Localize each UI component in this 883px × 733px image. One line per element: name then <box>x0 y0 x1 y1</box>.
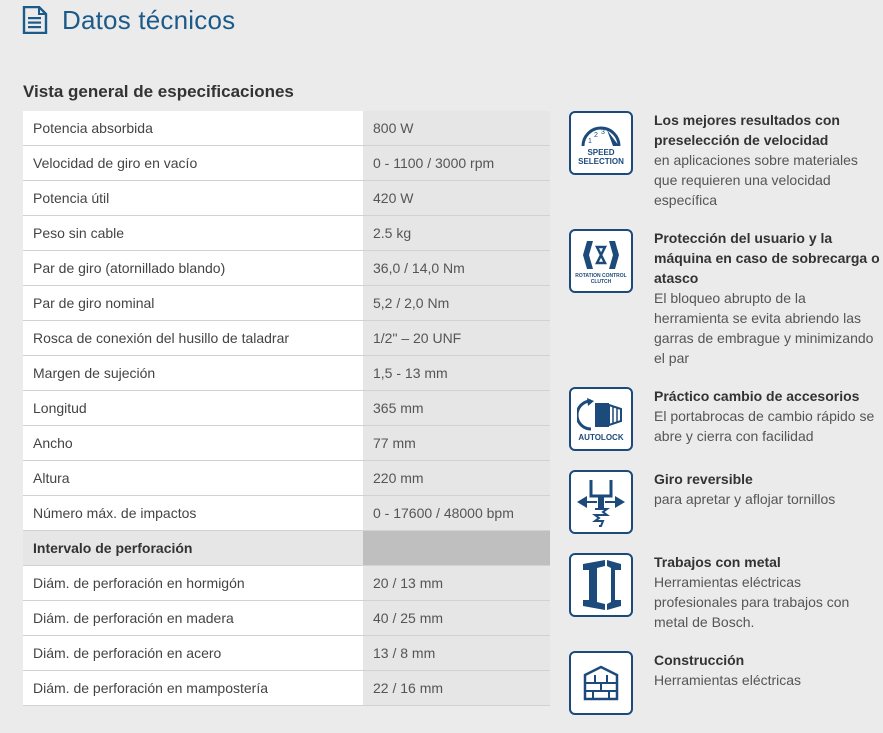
spec-value: 40 / 25 mm <box>363 601 550 636</box>
feature-description: El portabrocas de cambio rápido se abre y cierra con facilidad <box>654 408 875 444</box>
spec-label: Potencia absorbida <box>23 111 363 146</box>
spec-label: Número máx. de impactos <box>23 496 363 531</box>
feature-title: Práctico cambio de accesorios <box>654 388 860 404</box>
spec-value: 800 W <box>363 111 550 146</box>
spec-label: Diám. de perforación en acero <box>23 636 363 671</box>
spec-value: 22 / 16 mm <box>363 671 550 706</box>
feature-description: Herramientas eléctricas profesionales para trabajos con metal de Bosch. <box>654 574 850 630</box>
table-row <box>23 216 550 251</box>
feature-description: en aplicaciones sobre materiales que requieren una velocidad específica <box>654 152 858 208</box>
spec-value: 1,5 - 13 mm <box>363 356 550 391</box>
spec-label: Par de giro nominal <box>23 286 363 321</box>
icon-caption: ROTATION CONTROL CLUTCH <box>575 273 627 285</box>
spec-value: 2.5 kg <box>363 216 550 251</box>
spec-value: 13 / 8 mm <box>363 636 550 671</box>
table-row <box>23 146 550 181</box>
speed-selection-icon <box>569 111 633 175</box>
feature-title: Protección del usuario y la máquina en caso de sobrecarga o atasco <box>654 230 880 286</box>
spec-value: 5,2 / 2,0 Nm <box>363 286 550 321</box>
feature-title: Trabajos con metal <box>654 554 781 570</box>
rotation-control-clutch-icon <box>569 229 633 293</box>
feature-description: para apretar y aflojar tornillos <box>654 491 836 507</box>
document-icon <box>22 6 48 34</box>
section-label: Intervalo de perforación <box>23 531 363 566</box>
spec-label: Margen de sujeción <box>23 356 363 391</box>
spec-value: 1/2" – 20 UNF <box>363 321 550 356</box>
feature-item <box>569 228 883 368</box>
spec-value: 420 W <box>363 181 550 216</box>
spec-value: 0 - 17600 / 48000 bpm <box>363 496 550 531</box>
metal-work-icon <box>569 553 633 617</box>
table-row <box>23 566 550 601</box>
spec-value: 220 mm <box>363 461 550 496</box>
table-row <box>23 671 550 706</box>
page-header <box>22 4 235 36</box>
table-row <box>23 251 550 286</box>
spec-label: Par de giro (atornillado blando) <box>23 251 363 286</box>
feature-list <box>569 110 883 733</box>
page-title: Datos técnicos <box>62 4 236 35</box>
spec-value: 365 mm <box>363 391 550 426</box>
feature-description: El bloqueo abrupto de la herramienta se evita abriendo las garras de embrague y minimizando el par <box>654 290 874 366</box>
construction-icon <box>569 651 633 715</box>
spec-value: 0 - 1100 / 3000 rpm <box>363 146 550 181</box>
spec-label: Longitud <box>23 391 363 426</box>
spec-label: Peso sin cable <box>23 216 363 251</box>
spec-label: Rosca de conexión del husillo de taladrar <box>23 321 363 356</box>
spec-value: 77 mm <box>363 426 550 461</box>
table-row <box>23 636 550 671</box>
table-row <box>23 426 550 461</box>
svg-text:1: 1 <box>588 138 592 145</box>
spec-label: Altura <box>23 461 363 496</box>
feature-title: Giro reversible <box>654 471 753 487</box>
spec-value: 20 / 13 mm <box>363 566 550 601</box>
feature-title: Construcción <box>654 652 745 668</box>
table-row <box>23 391 550 426</box>
feature-description: Herramientas eléctricas <box>654 672 802 688</box>
table-row <box>23 461 550 496</box>
spec-label: Diám. de perforación en mampostería <box>23 671 363 706</box>
table-row <box>23 181 550 216</box>
icon-caption: SPEED SELECTION <box>578 148 624 166</box>
feature-item <box>569 469 883 534</box>
feature-title: Los mejores resultados con preselección de velocidad <box>654 112 840 148</box>
feature-item <box>569 386 883 451</box>
table-row <box>23 111 550 146</box>
section-value-cell <box>363 531 550 566</box>
spec-label: Diám. de perforación en madera <box>23 601 363 636</box>
feature-item <box>569 650 883 715</box>
table-row <box>23 601 550 636</box>
icon-caption: AUTOLOCK <box>578 432 624 442</box>
autolock-icon <box>569 387 633 451</box>
spec-label: Velocidad de giro en vacío <box>23 146 363 181</box>
specs-heading: Vista general de especificaciones <box>23 82 294 101</box>
section-header-row <box>23 531 550 566</box>
feature-item <box>569 110 883 210</box>
spec-value: 36,0 / 14,0 Nm <box>363 251 550 286</box>
table-row <box>23 321 550 356</box>
table-row <box>23 356 550 391</box>
table-row <box>23 496 550 531</box>
spec-label: Ancho <box>23 426 363 461</box>
reversible-rotation-icon <box>569 470 633 534</box>
table-row <box>23 286 550 321</box>
svg-text:3: 3 <box>601 129 605 136</box>
svg-text:2: 2 <box>594 132 598 139</box>
specs-table <box>23 111 550 706</box>
feature-item <box>569 552 883 632</box>
spec-label: Diám. de perforación en hormigón <box>23 566 363 601</box>
spec-label: Potencia útil <box>23 181 363 216</box>
